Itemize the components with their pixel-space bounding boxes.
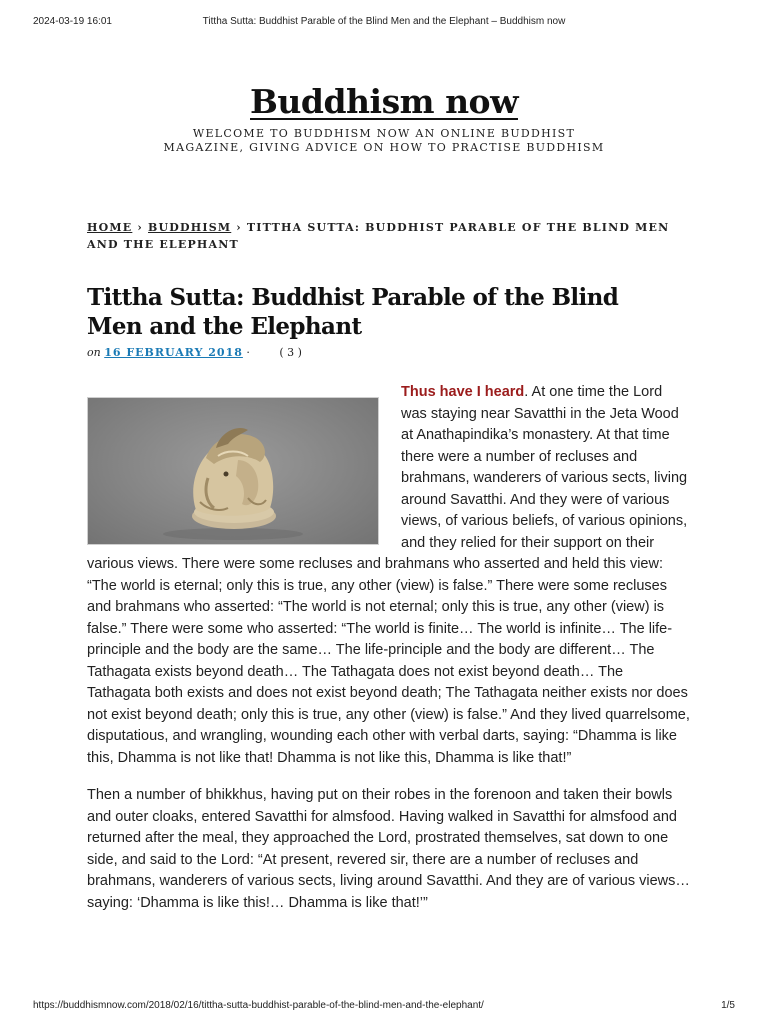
- breadcrumb-separator: ›: [236, 221, 242, 234]
- breadcrumb-separator: ›: [137, 221, 143, 234]
- comments-count-link[interactable]: ( 3 ): [279, 346, 302, 359]
- breadcrumb-current: TITTHA SUTTA: BUDDHIST PARABLE OF THE BLIND MEN AND THE ELEPHANT: [87, 221, 670, 251]
- meta-separator-dot: ·: [246, 346, 250, 359]
- elephant-figure-illustration: [88, 398, 378, 544]
- paragraph-2: Then a number of bhikkhus, having put on their robes in the forenoon and taken their bowls and outer cloaks, entered Savatthi for almsfood. Having walked in Savatthi for almsfood and returned after the meal, they approached the Lord, prostrated themselves, sat down to one side, and said to the Lord: “At present, revered sir, there are a number of recluses and brahmans, wanderers of various sects, living around Savatthi. And they are of various views… saying: ‘Dhamma is like this!… Dhamma is like that!’”: [87, 787, 690, 911]
- meta-on-label: on: [87, 346, 101, 359]
- ivory-elephant-netsuke-photo: [87, 397, 379, 545]
- print-footer: [33, 1000, 735, 1014]
- site-title[interactable]: Buddhism now: [250, 82, 518, 121]
- print-url: https://buddhismnow.com/2018/02/16/tittha-sutta-buddhist-parable-of-the-blind-men-and-the-elephant/: [33, 1000, 484, 1011]
- tagline-line-2: MAGAZINE, GIVING ADVICE ON HOW TO PRACTISE BUDDHISM: [163, 141, 605, 154]
- post-content: [87, 382, 690, 930]
- breadcrumb-home-link[interactable]: HOME: [87, 221, 133, 234]
- paragraph-1-text: . At one time the Lord was staying near Savatthi in the Jeta Wood at Anathapindika’s monastery. At that time there were a number of recluses and brahmans, wanderers of various sects, living around Savatthi. And they were of various views, of various beliefs, of various opinions, and they relied for their support on their various views. There were some recluses and brahmans who asserted and held this view: “The world is eternal; only this is true, any other (view) is false.” There were some recluses and brahmans who asserted: “The world is not eternal; only this is true, any other (view) is false.” There were some who asserted: “The world is finite… The world is infinite… The life-principle and the body are the same… The life-principle and the body are different… The Tathagata exists beyond death… The Tathagata does not exist beyond death… The Tathagata both exists and does not exist beyond death; The Tathagata neither exists nor does not exist beyond death; only this is true, any other (view) is false.” And they lived quarrelsome, disputatious, and wrangling, wounding each other with verbal darts, saying: “Dhamma is like this, Dhamma is not like that! Dhamma is not like this, Dhamma is like that!”: [87, 384, 690, 766]
- print-page-title: Tittha Sutta: Buddhist Parable of the Blind Men and the Elephant – Buddhism now: [202, 16, 566, 27]
- site-tagline: [0, 127, 768, 155]
- print-header: [33, 16, 735, 30]
- lead-phrase: Thus have I heard: [401, 384, 525, 400]
- post-meta: [87, 346, 302, 359]
- breadcrumb: [87, 219, 687, 253]
- breadcrumb-category-link[interactable]: BUDDHISM: [148, 221, 232, 234]
- print-timestamp: 2024-03-19 16:01: [33, 16, 112, 27]
- print-page-number: 1/5: [721, 1000, 735, 1011]
- post-date-link[interactable]: 16 FEBRUARY 2018: [104, 346, 243, 359]
- tagline-line-1: WELCOME TO BUDDHISM NOW AN ONLINE BUDDHIST: [192, 127, 576, 140]
- post-title: Tittha Sutta: Buddhist Parable of the Blind Men and the Elephant: [87, 284, 619, 340]
